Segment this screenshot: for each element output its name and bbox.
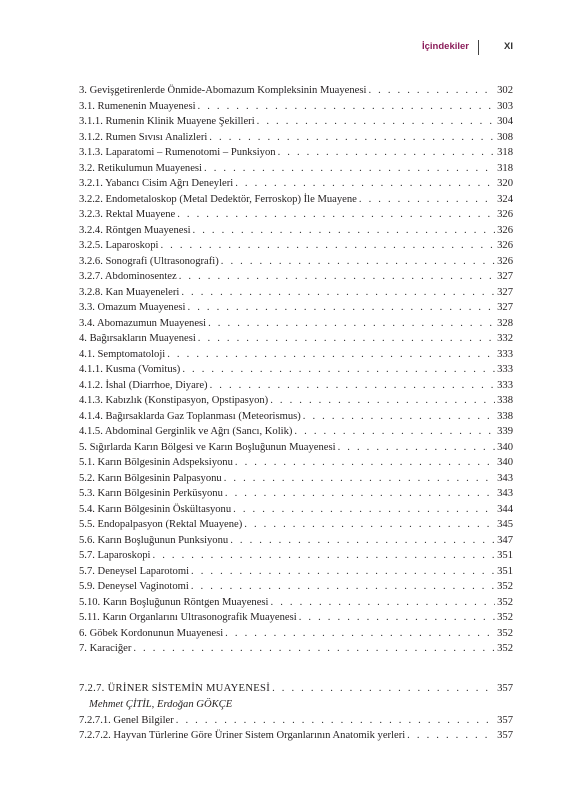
- toc-entry-page: 357: [497, 714, 513, 726]
- leader-dots: [208, 316, 495, 332]
- toc-entry-page: 352: [497, 581, 513, 592]
- toc-entry: [79, 728, 513, 744]
- toc-entry: [79, 517, 513, 533]
- toc-entry-page: 357: [497, 683, 513, 694]
- toc-entry-page: 352: [497, 643, 513, 654]
- toc-entry-label: 3.2.8. Kan Muayeneleri: [79, 286, 180, 298]
- toc-entry-label: 3.2.2. Endometaloskop (Metal Dedektör, Ferroskop) İle Muayene: [79, 193, 357, 205]
- leader-dots: [160, 238, 495, 254]
- toc-entry-page: 351: [497, 550, 513, 561]
- toc-entry-page: 338: [497, 395, 513, 406]
- toc-main-list: [79, 83, 513, 657]
- toc-entry-label: 5.7. Deneysel Laparotomi: [79, 565, 190, 577]
- toc-chapter-section: [79, 681, 513, 744]
- leader-dots: [191, 579, 495, 595]
- toc-entry: [79, 161, 513, 177]
- leader-dots: [133, 641, 495, 657]
- toc-entry-label: 5.4. Karın Bölgesinin Öskültasyonu: [79, 503, 232, 515]
- toc-entry-page: 338: [497, 410, 513, 422]
- toc-entry-page: 302: [497, 85, 513, 96]
- toc-entry-label: 5. Sığırlarda Karın Bölgesi ve Karın Boşluğunun Muayenesi: [79, 441, 336, 453]
- toc-entry: [79, 533, 513, 549]
- header-separator: [478, 40, 479, 55]
- leader-dots: [209, 130, 495, 146]
- toc-entry-page: 352: [497, 612, 513, 623]
- toc-entry: [79, 269, 513, 285]
- toc-entry-label: 5.5. Endopalpasyon (Rektal Muayene): [79, 519, 243, 530]
- toc-entry-label: 7.2.7.1. Genel Bilgiler: [79, 714, 174, 726]
- toc-entry-page: 326: [497, 240, 513, 251]
- toc-entry: [79, 285, 513, 301]
- toc-entry-page: 340: [497, 457, 513, 468]
- toc-entry: [79, 471, 513, 487]
- toc-entry-page: 303: [497, 100, 513, 112]
- toc-entry: [79, 548, 513, 564]
- toc-entry: [79, 223, 513, 239]
- toc-entry-label: 3.1.3. Laparatomi – Rumenotomi – Punksiyon: [79, 147, 276, 158]
- toc-entry: [79, 378, 513, 394]
- toc-entry-page: 347: [497, 534, 513, 546]
- leader-dots: [198, 331, 495, 347]
- leader-dots: [176, 713, 495, 729]
- toc-entry-page: 318: [497, 147, 513, 158]
- toc-entry-label: 4.1.1. Kusma (Vomitus): [79, 364, 181, 375]
- toc-entry-label: 7.2.7.2. Hayvan Türlerine Göre Üriner Sistem Organlarının Anatomik yerleri: [79, 730, 406, 741]
- toc-entry-page: 308: [497, 131, 513, 143]
- toc-entry: [79, 347, 513, 363]
- leader-dots: [225, 486, 495, 502]
- toc-entry-label: 7. Karaciğer: [79, 643, 132, 654]
- leader-dots: [359, 192, 495, 208]
- toc-entry-label: 3.1.2. Rumen Sıvısı Analizleri: [79, 131, 208, 143]
- toc-entry-label: 5.10. Karın Boşluğunun Röntgen Muayenesi: [79, 596, 269, 608]
- toc-entry-label: 3.1. Rumenenin Muayenesi: [79, 100, 196, 112]
- toc-entry: [79, 238, 513, 254]
- toc-entry-page: 352: [497, 627, 513, 639]
- leader-dots: [193, 223, 496, 239]
- toc-entry: [79, 610, 513, 626]
- toc-entry-page: 340: [497, 441, 513, 453]
- leader-dots: [182, 362, 495, 378]
- leader-dots: [368, 83, 495, 99]
- toc-entry: [79, 114, 513, 130]
- leader-dots: [270, 393, 495, 409]
- toc-entry-page: 332: [497, 333, 513, 344]
- leader-dots: [198, 99, 496, 115]
- toc-entry: [79, 713, 513, 729]
- leader-dots: [224, 471, 495, 487]
- toc-chapter-entries: [79, 713, 513, 744]
- toc-entry-label: 4.1.2. İshal (Diarrhoe, Diyare): [79, 379, 208, 391]
- leader-dots: [204, 161, 495, 177]
- leader-dots: [235, 176, 495, 192]
- toc-entry-page: 333: [497, 364, 513, 375]
- toc-entry-page: 344: [497, 503, 513, 515]
- toc-entry-label: 3. Gevişgetirenlerde Önmide-Abomazum Kompleksinin Muayenesi: [79, 85, 367, 96]
- leader-dots: [233, 502, 495, 518]
- toc-entry-label: 5.9. Deneysel Vaginotomi: [79, 581, 189, 592]
- toc-entry-page: 324: [497, 193, 513, 205]
- toc-entry-label: 3.2.3. Rektal Muayene: [79, 209, 176, 220]
- toc-entry-label: 3.2.4. Röntgen Muayenesi: [79, 224, 191, 236]
- toc-entry: [79, 486, 513, 502]
- toc-entry-page: 333: [497, 379, 513, 391]
- toc-entry: [79, 393, 513, 409]
- toc-entry: [79, 207, 513, 223]
- leader-dots: [299, 610, 495, 626]
- toc-entry: [79, 192, 513, 208]
- leader-dots: [278, 145, 496, 161]
- toc-entry: [79, 176, 513, 192]
- toc-entry-label: 5.3. Karın Bölgesinin Perküsyonu: [79, 488, 223, 499]
- leader-dots: [244, 517, 495, 533]
- toc-entry-label: 4.1.4. Bağırsaklarda Gaz Toplanması (Meteorismus): [79, 410, 301, 422]
- toc-entry-page: 326: [497, 255, 513, 267]
- toc-entry-page: 351: [497, 565, 513, 577]
- toc-entry: [79, 502, 513, 518]
- toc-entry-page: 327: [497, 302, 513, 313]
- leader-dots: [221, 254, 495, 270]
- toc-entry: [79, 564, 513, 580]
- leader-dots: [167, 347, 495, 363]
- toc-entry: [79, 130, 513, 146]
- toc-entry: [79, 440, 513, 456]
- toc-entry-label: 3.3. Omazum Muayenesi: [79, 302, 186, 313]
- toc-entry-page: 343: [497, 488, 513, 499]
- toc-entry-label: 4.1.5. Abdominal Gerginlik ve Ağrı (Sancı, Kolik): [79, 426, 293, 437]
- toc-entry-label: 3.1.1. Rumenin Klinik Muayene Şekilleri: [79, 116, 255, 127]
- toc-entry: [79, 300, 513, 316]
- leader-dots: [303, 409, 495, 425]
- toc-entry-label: 3.2. Retikulumun Muayenesi: [79, 162, 202, 174]
- toc-entry-label: 4.1.3. Kabızlık (Konstipasyon, Opstipasyon): [79, 395, 269, 406]
- toc-entry-page: 326: [497, 224, 513, 236]
- toc-entry-page: 328: [497, 317, 513, 329]
- toc-entry-page: 327: [497, 286, 513, 298]
- toc-entry: [79, 409, 513, 425]
- toc-entry-page: 339: [497, 426, 513, 437]
- toc-entry-label: 4. Bağırsakların Muayenesi: [79, 333, 196, 344]
- toc-entry-label: 5.2. Karın Bölgesinin Palpasyonu: [79, 472, 222, 484]
- leader-dots: [230, 533, 495, 549]
- toc-entry: [79, 579, 513, 595]
- toc-entry-page: 357: [497, 730, 513, 741]
- page-numeral: XI: [504, 41, 513, 52]
- toc-entry-label: 5.11. Karın Organlarını Ultrasonografik Muayenesi: [79, 612, 297, 623]
- leader-dots: [210, 378, 496, 394]
- toc-entry-label: 3.2.5. Laparoskopi: [79, 240, 159, 251]
- toc-entry-label: 7.2.7. ÜRİNER SİSTEMİN MUAYENESİ: [79, 683, 271, 694]
- leader-dots: [181, 285, 495, 301]
- leader-dots: [188, 300, 496, 316]
- header-title: İçindekiler: [422, 41, 469, 52]
- toc-entry-page: 343: [497, 472, 513, 484]
- leader-dots: [407, 728, 495, 744]
- toc-entry: [79, 331, 513, 347]
- toc-chapter-heading: [79, 681, 513, 697]
- leader-dots: [338, 440, 496, 456]
- toc-entry: [79, 362, 513, 378]
- toc-entry: [79, 595, 513, 611]
- toc-entry: [79, 455, 513, 471]
- leader-dots: [294, 424, 495, 440]
- toc-entry-label: 5.6. Karın Boşluğunun Punksiyonu: [79, 534, 229, 546]
- toc-entry-page: 326: [497, 209, 513, 220]
- leader-dots: [225, 626, 495, 642]
- toc-entry-label: 3.4. Abomazumun Muayenesi: [79, 317, 207, 329]
- toc-entry-label: 3.2.6. Sonografi (Ultrasonografi): [79, 255, 219, 267]
- leader-dots: [191, 564, 495, 580]
- toc-entry: [79, 145, 513, 161]
- running-header: [380, 40, 513, 58]
- toc-entry: [79, 316, 513, 332]
- toc-entry-page: 352: [497, 596, 513, 608]
- leader-dots: [177, 207, 495, 223]
- toc-entry-page: 318: [497, 162, 513, 174]
- toc-entry-page: 320: [497, 178, 513, 189]
- leader-dots: [235, 455, 495, 471]
- toc-entry-label: 3.2.1. Yabancı Cisim Ağrı Deneyleri: [79, 178, 234, 189]
- toc-entry-label: 3.2.7. Abdominosentez: [79, 271, 177, 282]
- toc-entry-label: 5.7. Laparoskopi: [79, 550, 151, 561]
- toc-entry: [79, 83, 513, 99]
- toc-entry-page: 345: [497, 519, 513, 530]
- toc-entry-page: 304: [497, 116, 513, 127]
- toc-entry-label: 5.1. Karın Bölgesinin Adspeksiyonu: [79, 457, 233, 468]
- toc-entry: [79, 424, 513, 440]
- leader-dots: [153, 548, 496, 564]
- leader-dots: [271, 595, 496, 611]
- toc-entry-page: 333: [497, 348, 513, 360]
- toc-entry-page: 327: [497, 271, 513, 282]
- chapter-authors: Mehmet ÇİTİL, Erdoğan GÖKÇE: [89, 698, 233, 710]
- leader-dots: [179, 269, 495, 285]
- toc-entry-label: 4.1. Semptomatoloji: [79, 348, 166, 360]
- leader-dots: [272, 681, 495, 697]
- toc-entry: [79, 626, 513, 642]
- leader-dots: [257, 114, 495, 130]
- toc-entry: [79, 99, 513, 115]
- toc-entry: [79, 254, 513, 270]
- toc-entry-label: 6. Göbek Kordonunun Muayenesi: [79, 627, 224, 639]
- toc-entry: [79, 641, 513, 657]
